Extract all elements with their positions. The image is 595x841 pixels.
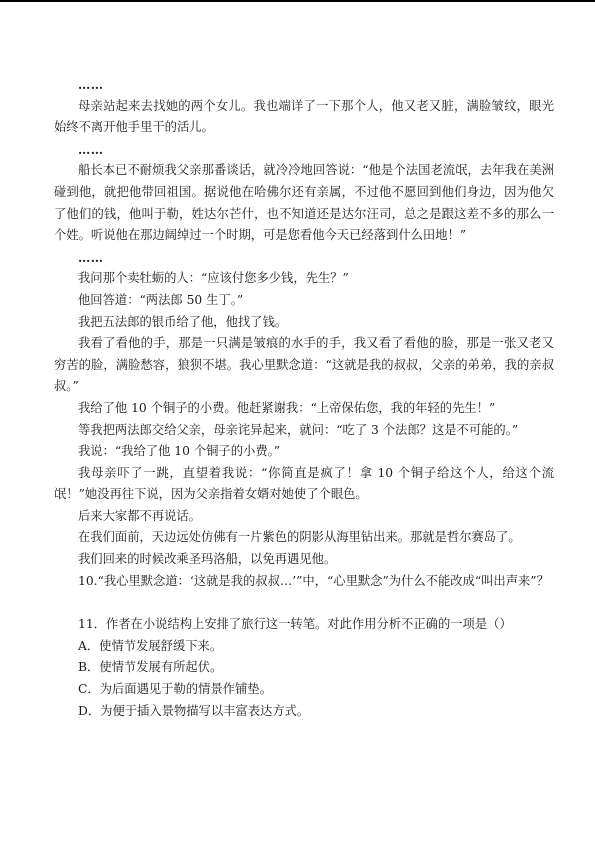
question-11-option-b: B．使情节发展有所起伏。: [78, 660, 223, 675]
ellipsis-mark: ……: [78, 77, 104, 92]
passage-paragraph: 等我把两法郎交给父亲，母亲诧异起来，就问：“吃了 3 个法郎？这是不可能的。”: [78, 422, 519, 437]
passage-paragraph: 他回答道：“两法郎 50 生丁。”: [78, 292, 244, 307]
document-body: [54, 74, 554, 722]
passage-paragraph: 我把五法郎的银币给了他，他找了钱。: [78, 314, 288, 329]
question-10: 10.“我心里默念道：‘这就是我的叔叔…’”中，“心里默念”为什么不能改成“叫出声来”？: [78, 573, 549, 588]
question-spacer: [54, 592, 554, 614]
page-top-rule: [0, 0, 595, 2]
passage-paragraph: 我看了看他的手，那是一只满是皱痕的水手的手，我又看了看他的脸，那是一张又老又穷苦的脸，满脸愁容，狼狈不堪。我心里默念道：“这就是我的叔叔，父亲的弟弟，我的亲叔叔。”: [54, 336, 554, 394]
passage-paragraph: 我问那个卖牡蛎的人：“应该付您多少钱，先生？”: [78, 271, 349, 286]
passage-paragraph: 母亲站起来去找她的两个女儿。我也端详了一下那个人，他又老又脏，满脸皱纹，眼光始终不离开他手里干的活儿。: [54, 98, 554, 135]
question-11-option-d: D．为便于插入景物描写以丰富表达方式。: [78, 703, 310, 718]
passage-paragraph: 我们回来的时候改乘圣玛洛船，以免再遇见他。: [78, 552, 337, 567]
passage-paragraph: 我说：“我给了他 10 个铜子的小费。”: [78, 444, 281, 459]
passage-paragraph: 后来大家都不再说话。: [78, 508, 201, 523]
question-11-option-c: C．为后面遇见于勒的情景作铺垫。: [78, 682, 272, 697]
ellipsis-mark: ……: [78, 141, 104, 157]
ellipsis-mark: ……: [78, 249, 104, 265]
passage-paragraph: 我母亲吓了一跳，直望着我说：“你简直是疯了！拿 10 个铜子给这个人，给这个流氓！”她没再往下说，因为父亲指着女婿对她使了个眼色。: [54, 465, 554, 502]
passage: [54, 74, 554, 571]
passage-paragraph: 在我们面前，天边远处仿佛有一片紫色的阴影从海里钻出来。那就是哲尔赛岛了。: [78, 530, 521, 545]
passage-paragraph: 船长本已不耐烦我父亲那番谈话，就冷冷地回答说：“他是个法国老流氓，去年我在美洲碰到他，就把他带回祖国。据说他在哈佛尔还有亲属，不过他不愿回到他们身边，因为他欠了他们的钱，他叫于勒，姓达尔芒什，也不知道还是达尔汪司，总之是跟这差不多的那么一个姓。听说他在那边阔绰过一个时期，可是您看他今天已经落到什么田地！”: [54, 163, 554, 243]
question-11: [54, 614, 554, 722]
passage-paragraph: 我给了他 10 个铜子的小费。他赶紧谢我：“上帝保佑您，我的年轻的先生！”: [78, 400, 496, 415]
question-11-stem: 11．作者在小说结构上安排了旅行这一转笔。对此作用分析不正确的一项是（）: [78, 617, 512, 632]
question-11-option-a: A．使情节发展舒缓下来。: [78, 638, 223, 653]
